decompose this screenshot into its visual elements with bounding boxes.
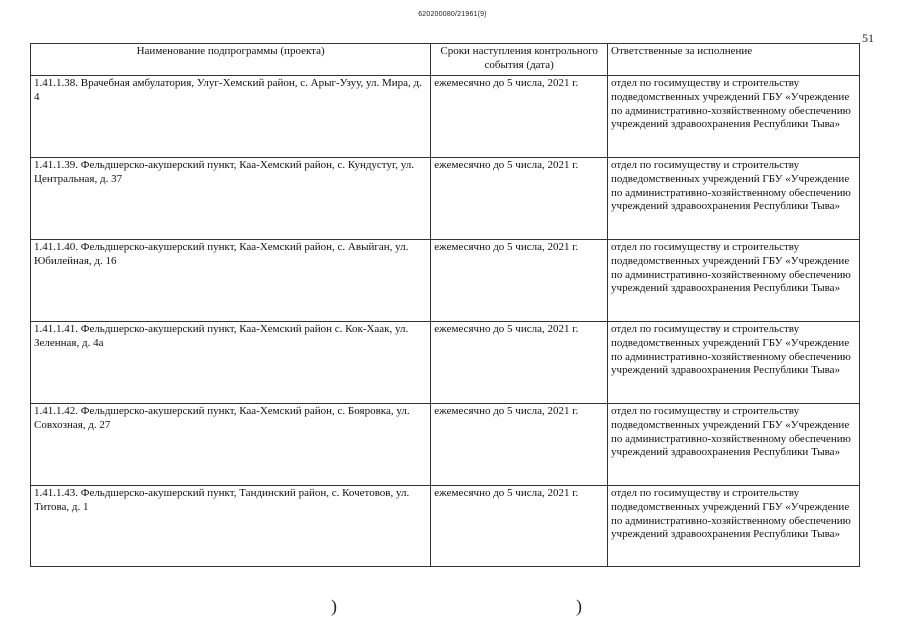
- table-header-row: [31, 44, 860, 76]
- row-name-cell: 1.41.1.40. Фельдшерско-акушерский пункт, Каа-Хемский район, с. Авыйган, ул. Юбилейная, д. 16: [31, 240, 431, 322]
- table-row: [31, 322, 860, 404]
- control-events-table: [30, 43, 860, 567]
- column-header-name: Наименование подпрограммы (проекта): [31, 44, 431, 76]
- row-name-cell: 1.41.1.43. Фельдшерско-акушерский пункт, Тандинский район, с. Кочетовов, ул. Титова, д. 1: [31, 486, 431, 567]
- document-id: 620200080/21961(9): [418, 11, 487, 18]
- row-deadline-cell: ежемесячно до 5 числа, 2021 г.: [431, 486, 608, 567]
- row-responsible-cell: отдел по госимуществу и строительству подведомственных учреждений ГБУ «Учреждение по административно-хозяйственному обеспечению учреждений здравоохранения Республики Тыва»: [608, 158, 860, 240]
- row-responsible-cell: отдел по госимуществу и строительству подведомственных учреждений ГБУ «Учреждение по административно-хозяйственному обеспечению учреждений здравоохранения Республики Тыва»: [608, 76, 860, 158]
- row-name-cell: 1.41.1.39. Фельдшерско-акушерский пункт, Каа-Хемский район, с. Кундустуг, ул. Центральная, д. 37: [31, 158, 431, 240]
- row-responsible-cell: отдел по госимуществу и строительству подведомственных учреждений ГБУ «Учреждение по административно-хозяйственному обеспечению учреждений здравоохранения Республики Тыва»: [608, 404, 860, 486]
- table-row: [31, 158, 860, 240]
- column-header-responsible: Ответственные за исполнение: [608, 44, 860, 76]
- scan-mark-right: ): [576, 596, 582, 616]
- column-header-deadline: Сроки наступления контрольного события (дата): [431, 44, 608, 76]
- table-row: [31, 240, 860, 322]
- row-deadline-cell: ежемесячно до 5 числа, 2021 г.: [431, 76, 608, 158]
- row-deadline-cell: ежемесячно до 5 числа, 2021 г.: [431, 158, 608, 240]
- row-name-cell: 1.41.1.42. Фельдшерско-акушерский пункт, Каа-Хемский район, с. Бояровка, ул. Совхозная, д. 27: [31, 404, 431, 486]
- row-responsible-cell: отдел по госимуществу и строительству подведомственных учреждений ГБУ «Учреждение по административно-хозяйственному обеспечению учреждений здравоохранения Республики Тыва»: [608, 240, 860, 322]
- row-name-cell: 1.41.1.38. Врачебная амбулатория, Улуг-Хемский район, с. Арыг-Узуу, ул. Мира, д. 4: [31, 76, 431, 158]
- row-deadline-cell: ежемесячно до 5 числа, 2021 г.: [431, 322, 608, 404]
- row-name-cell: 1.41.1.41. Фельдшерско-акушерский пункт, Каа-Хемский район с. Кок-Хаак, ул. Зеленная, д. 4а: [31, 322, 431, 404]
- scan-mark-left: ): [331, 596, 337, 616]
- row-responsible-cell: отдел по госимуществу и строительству подведомственных учреждений ГБУ «Учреждение по административно-хозяйственному обеспечению учреждений здравоохранения Республики Тыва»: [608, 322, 860, 404]
- page-number: 51: [862, 31, 874, 45]
- row-deadline-cell: ежемесячно до 5 числа, 2021 г.: [431, 404, 608, 486]
- table-row: [31, 404, 860, 486]
- row-deadline-cell: ежемесячно до 5 числа, 2021 г.: [431, 240, 608, 322]
- table-row: [31, 76, 860, 158]
- table-row: [31, 486, 860, 567]
- row-responsible-cell: отдел по госимуществу и строительству подведомственных учреждений ГБУ «Учреждение по административно-хозяйственному обеспечению учреждений здравоохранения Республики Тыва»: [608, 486, 860, 567]
